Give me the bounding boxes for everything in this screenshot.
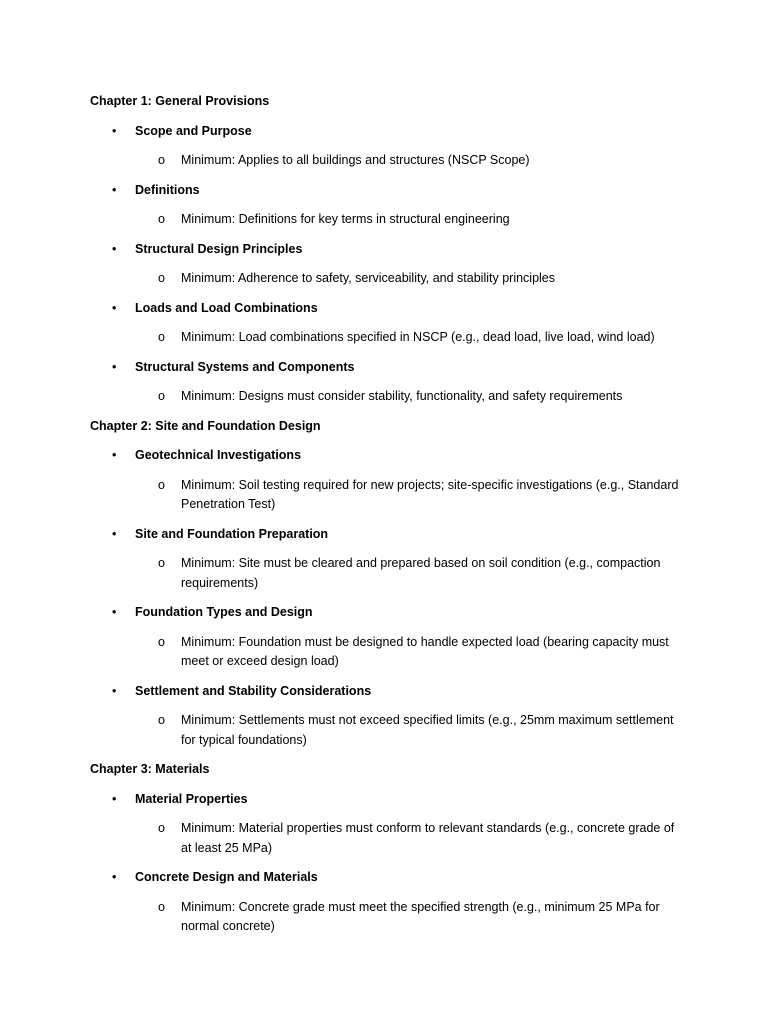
sub-bullet-icon: o [158, 153, 165, 167]
list-item [90, 181, 690, 201]
item-label: Material Properties [135, 791, 248, 806]
sub-item [90, 210, 690, 230]
list-item [90, 299, 690, 319]
sub-bullet-icon: o [158, 330, 165, 344]
item-label: Settlement and Stability Considerations [135, 683, 372, 698]
sub-bullet-icon: o [158, 212, 165, 226]
list-item [90, 682, 690, 702]
bullet-icon: • [112, 241, 117, 256]
bullet-icon: • [112, 182, 117, 197]
sub-item-text: Minimum: Site must be cleared and prepared based on soil condition (e.g., compaction requirements) [181, 556, 661, 590]
sub-item [90, 898, 690, 937]
sub-bullet-icon: o [158, 477, 165, 492]
list-item [90, 240, 690, 260]
list-item [90, 603, 690, 623]
item-label: Structural Systems and Components [135, 359, 355, 374]
sub-item-text: Minimum: Settlements must not exceed specified limits (e.g., 25mm maximum settlement for typical foundations) [181, 713, 674, 747]
sub-item-text: Minimum: Applies to all buildings and structures (NSCP Scope) [181, 153, 530, 167]
sub-item [90, 819, 690, 858]
sub-item-text: Minimum: Material properties must conform to relevant standards (e.g., concrete grade of at least 25 MPa) [181, 821, 675, 855]
sub-bullet-icon: o [158, 389, 165, 403]
item-label: Definitions [135, 182, 200, 197]
sub-bullet-icon: o [158, 556, 165, 570]
bullet-icon: • [112, 123, 117, 138]
bullet-icon: • [112, 683, 117, 698]
item-label: Concrete Design and Materials [135, 870, 318, 884]
sub-item-text: Minimum: Adherence to safety, serviceability, and stability principles [181, 271, 556, 285]
sub-item [90, 711, 690, 750]
bullet-icon: • [112, 791, 117, 806]
item-label: Loads and Load Combinations [135, 300, 318, 315]
sub-item-text: Minimum: Concrete grade must meet the specified strength (e.g., minimum 25 MPa for normal concrete) [181, 899, 660, 933]
sub-item-text: Minimum: Load combinations specified in NSCP (e.g., dead load, live load, wind load) [181, 330, 655, 344]
bullet-icon: • [112, 870, 117, 884]
sub-item [90, 269, 690, 289]
list-item [90, 122, 690, 142]
item-label: Geotechnical Investigations [135, 448, 302, 462]
sub-item-text: Minimum: Designs must consider stability, functionality, and safety requirements [181, 389, 623, 403]
sub-bullet-icon: o [158, 899, 165, 914]
sub-item-text: Minimum: Foundation must be designed to handle expected load (bearing capacity must meet or exceed design load) [181, 634, 669, 668]
chapter-heading: Chapter 1: General Provisions [90, 94, 270, 108]
sub-bullet-icon: o [158, 271, 165, 285]
list-item [90, 525, 690, 545]
document-page [90, 92, 690, 947]
item-label: Scope and Purpose [135, 123, 252, 138]
bullet-icon: • [112, 605, 117, 619]
sub-item [90, 554, 690, 593]
sub-item [90, 328, 690, 348]
list-item [90, 868, 690, 888]
bullet-icon: • [112, 448, 117, 462]
list-item [90, 790, 690, 810]
bullet-icon: • [112, 300, 117, 315]
sub-item [90, 476, 690, 515]
sub-bullet-icon: o [158, 821, 165, 835]
list-item [90, 358, 690, 378]
sub-item-text: Minimum: Definitions for key terms in structural engineering [181, 212, 510, 226]
chapter-heading: Chapter 3: Materials [90, 762, 210, 776]
bullet-icon: • [112, 526, 117, 541]
bullet-icon: • [112, 359, 117, 374]
sub-item [90, 633, 690, 672]
item-label: Structural Design Principles [135, 241, 303, 256]
item-label: Site and Foundation Preparation [135, 526, 329, 541]
sub-item-text: Minimum: Soil testing required for new projects; site-specific investigations (e.g., Standard Penetration Test) [181, 477, 679, 511]
sub-item [90, 387, 690, 407]
sub-bullet-icon: o [158, 713, 165, 727]
sub-bullet-icon: o [158, 634, 165, 649]
chapter-heading: Chapter 2: Site and Foundation Design [90, 418, 321, 433]
list-item [90, 446, 690, 466]
sub-item [90, 151, 690, 171]
item-label: Foundation Types and Design [135, 605, 313, 619]
